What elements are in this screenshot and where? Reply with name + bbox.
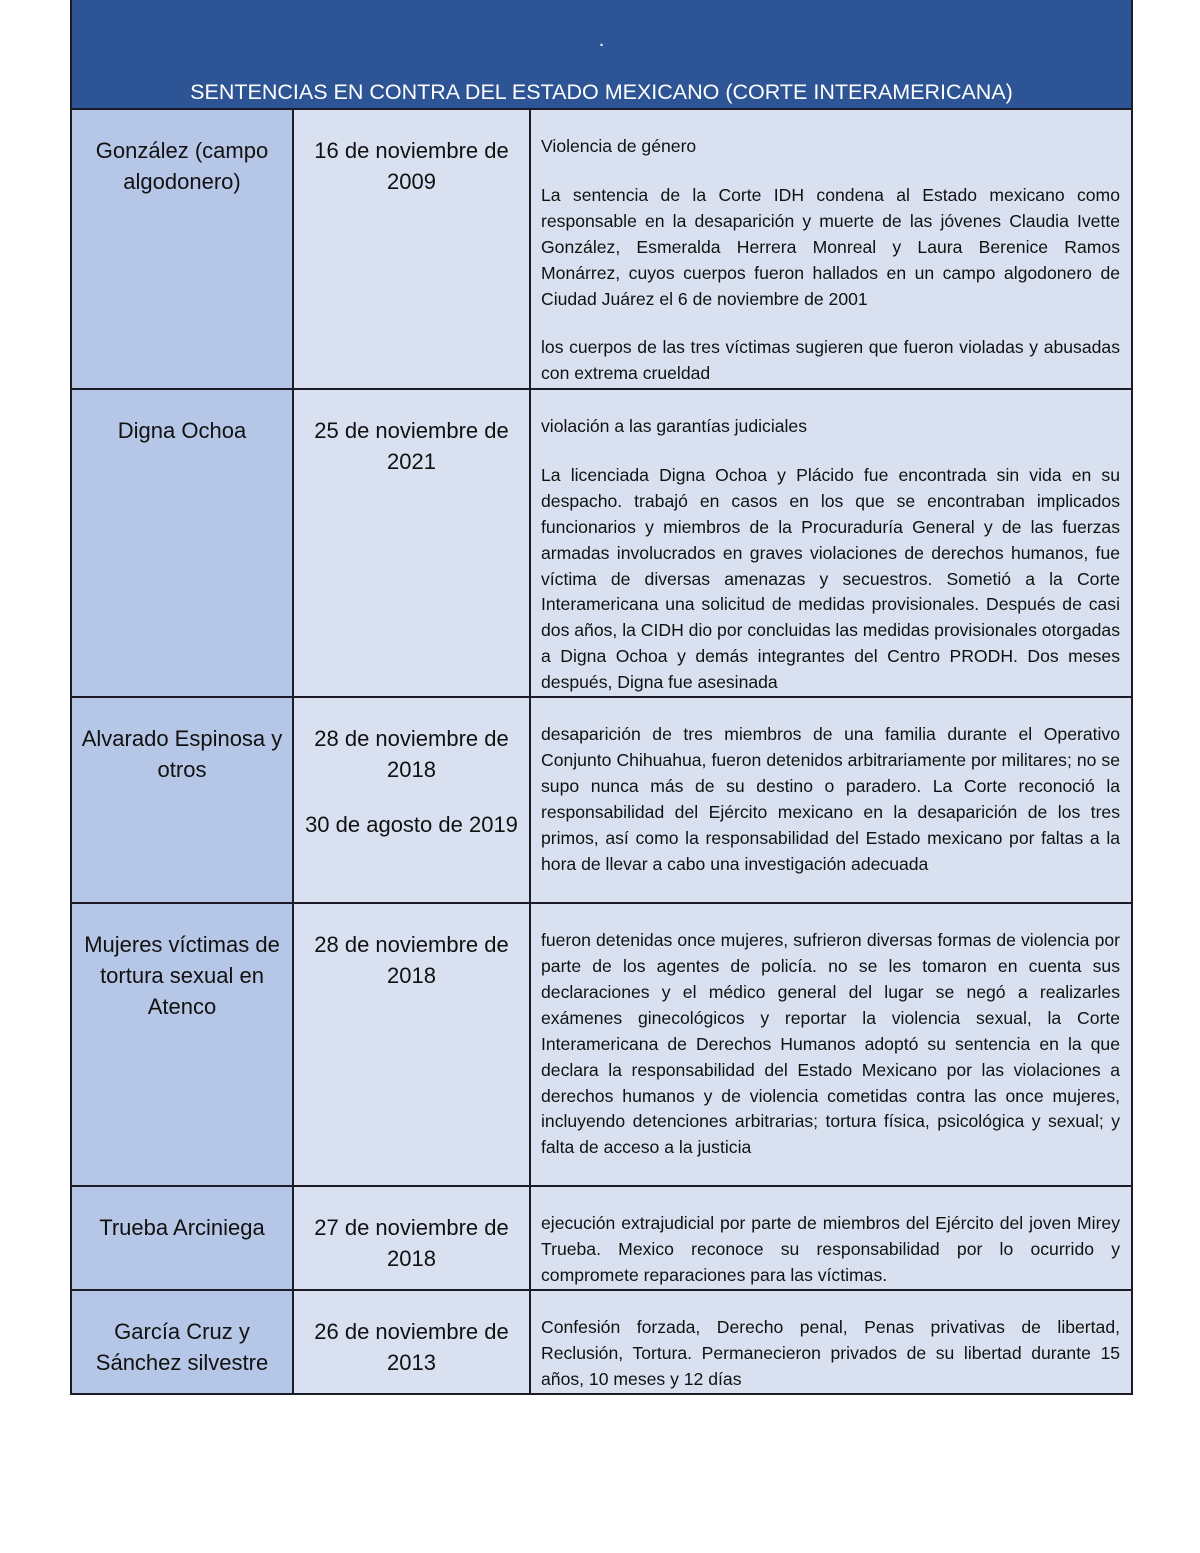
table-row	[71, 903, 1132, 1186]
case-date-text: 26 de noviembre de 2013	[314, 1318, 509, 1375]
case-description	[530, 697, 1132, 903]
header-dot: .	[598, 29, 605, 51]
description-paragraph: ejecución extrajudicial por parte de miembros del Ejército del joven Mirey Trueba. Mexico reconoce su responsabilidad por lo ocurrido y compromete reparaciones para las víctimas.	[541, 1213, 1121, 1285]
case-date	[293, 903, 530, 1186]
case-name: Mujeres víctimas de tortura sexual en Atenco	[71, 903, 293, 1186]
case-date	[293, 697, 530, 903]
description-paragraph: Confesión forzada, Derecho penal, Penas privativas de libertad, Reclusión, Tortura. Permanecieron privados de su libertad durante 15 años, 10 meses y 12 días	[541, 1316, 1121, 1389]
description-paragraph: fueron detenidas once mujeres, sufrieron diversas formas de violencia por parte de los agentes de policía. no se les tomaron en cuenta sus declaraciones y el médico general del lugar se negó a realizarles exámenes ginecológicos y reportar la violencia sexual, la Corte Interamericana de Derechos Humanos adoptó su sentencia en la que declara la responsabilidad del Estado Mexicano por las violaciones a derechos humanos y de violencia cometidas contra las once mujeres, incluyendo detenciones arbitrarias; tortura física, psicológica y sexual; y falta de acceso a la justicia	[541, 930, 1121, 1158]
description-paragraph: Violencia de género	[541, 136, 697, 156]
description-paragraph: desaparición de tres miembros de una familia durante el Operativo Conjunto Chihuahua, fueron detenidos arbitrariamente por militares; no se supo nunca más de su destino o paradero. La Corte reconoció la responsabilidad del Ejército mexicano en la desaparición de los tres primos, así como la responsabilidad del Estado mexicano por faltas a la hora de llevar a cabo una investigación adecuada	[541, 724, 1121, 874]
case-name: Alvarado Espinosa y otros	[71, 697, 293, 903]
case-description	[530, 1290, 1132, 1394]
sentencias-table	[70, 0, 1133, 1395]
description-paragraph: La sentencia de la Corte IDH condena al Estado mexicano como responsable en la desaparición y muerte de las jóvenes Claudia Ivette González, Esmeralda Herrera Monreal y Laura Berenice Ramos Monárrez, cuyos cuerpos fueron hallados en un campo algodonero de Ciudad Juárez el 6 de noviembre de 2001	[541, 184, 1121, 309]
table-row	[71, 1290, 1132, 1394]
description-paragraph: los cuerpos de las tres víctimas sugieren que fueron violadas y abusadas con extrema crueldad	[541, 337, 1121, 384]
case-date	[293, 1186, 530, 1290]
case-description	[530, 389, 1132, 697]
case-date	[293, 389, 530, 697]
case-description	[530, 109, 1132, 389]
case-name: González (campo algodonero)	[71, 109, 293, 389]
case-date-text: 27 de noviembre de 2018	[314, 1215, 509, 1272]
case-date	[293, 109, 530, 389]
case-name: García Cruz y Sánchez silvestre	[71, 1290, 293, 1394]
table-header	[71, 0, 1132, 109]
description-paragraph: La licenciada Digna Ochoa y Plácido fue encontrada sin vida en su despacho. trabajó en casos en los que se encontraban implicados funcionarios y miembros de la Procuraduría General y de las fuerzas armadas involucrados en graves violaciones de derechos humanos, fue víctima de diversas amenazas y secuestros. Sometió a la Corte Interamericana una solicitud de medidas provisionales. Después de casi dos años, la CIDH dio por concluidas las medidas provisionales otorgadas a Digna Ochoa y demás integrantes del Centro PRODH. Dos meses después, Digna fue asesinada	[541, 464, 1121, 693]
case-description	[530, 1186, 1132, 1290]
case-date-text: 28 de noviembre de 2018	[314, 726, 509, 783]
table-title: SENTENCIAS EN CONTRA DEL ESTADO MEXICANO (CORTE INTERAMERICANA)	[190, 80, 1013, 104]
description-paragraph: violación a las garantías judiciales	[541, 416, 808, 436]
case-name: Digna Ochoa	[71, 389, 293, 697]
case-date-text: 16 de noviembre de 2009	[314, 138, 509, 194]
table-row	[71, 109, 1132, 389]
case-date	[293, 1290, 530, 1394]
table-header-row	[71, 0, 1132, 109]
case-date-second: 30 de agosto de 2019	[305, 812, 518, 838]
case-description	[530, 903, 1132, 1186]
case-date-text: 28 de noviembre de 2018	[314, 932, 509, 989]
table-row	[71, 1186, 1132, 1290]
case-date-text: 25 de noviembre de 2021	[314, 418, 509, 474]
table-row	[71, 697, 1132, 903]
case-name: Trueba Arciniega	[71, 1186, 293, 1290]
table-row	[71, 389, 1132, 697]
